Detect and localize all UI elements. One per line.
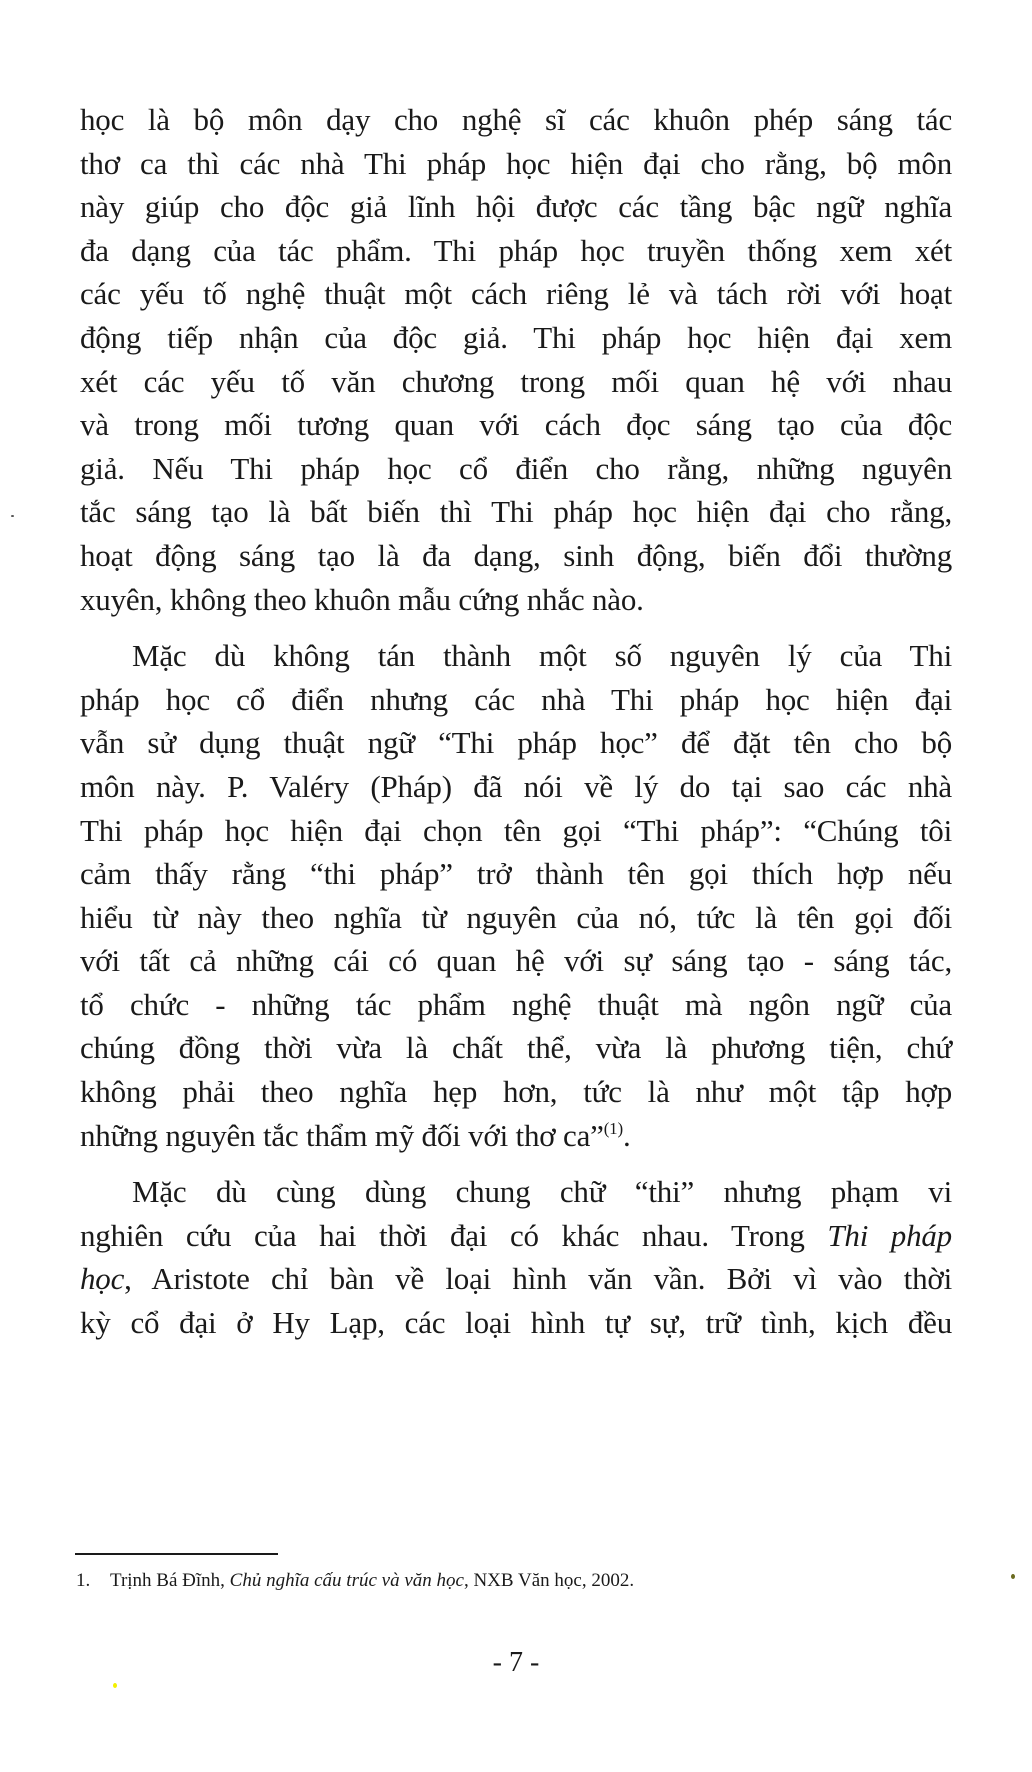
text-line: môn này. P. Valéry (Pháp) đã nói về lý do tại sao các nhà <box>80 768 952 804</box>
footnote-reference[interactable]: (1) <box>603 1118 623 1138</box>
footnote-number: 1. <box>76 1570 91 1591</box>
text-line: các yếu tố nghệ thuật một cách riêng lẻ và tách rời với hoạt <box>80 276 952 312</box>
text-line: học là bộ môn dạy cho nghệ sĩ các khuôn phép sáng tác <box>80 102 952 137</box>
scan-speck <box>1011 1574 1015 1579</box>
scan-speck <box>113 1683 117 1688</box>
text-line: giả. Nếu Thi pháp học cổ điển cho rằng, những nguyên <box>80 450 952 486</box>
text-line: vẫn sử dụng thuật ngữ “Thi pháp học” để đặt tên cho bộ <box>80 725 952 761</box>
text-line: xuyên, không theo khuôn mẫu cứng nhắc nào. <box>80 581 644 617</box>
italic-book-title: học <box>80 1261 125 1297</box>
text-line: không phải theo nghĩa hẹp hơn, tức là như một tập hợp <box>80 1074 952 1110</box>
text-line: hoạt động sáng tạo là đa dạng, sinh động, biến đổi thường <box>80 537 952 573</box>
paragraph-2 <box>80 634 952 1157</box>
text-line: kỳ cổ đại ở Hy Lạp, các loại hình tự sự, trữ tình, kịch đều <box>80 1305 952 1341</box>
text-fragment: nghiên cứu của hai thời đại có khác nhau. Trong <box>80 1217 828 1253</box>
text-line: động tiếp nhận của độc giả. Thi pháp học hiện đại xem <box>80 319 952 355</box>
footnote-author: Trịnh Bá Đĩnh, <box>110 1570 230 1591</box>
text-line: Mặc dù cùng dùng chung chữ “thi” nhưng phạm vi <box>132 1174 952 1210</box>
text-line: với tất cả những cái có quan hệ với sự sáng tạo - sáng tác, <box>80 943 952 979</box>
page-number: - 7 - <box>492 1647 540 1678</box>
text-line: Thi pháp học hiện đại chọn tên gọi “Thi pháp”: “Chúng tôi <box>80 812 952 848</box>
footnote-publisher: , NXB Văn học, 2002. <box>463 1570 635 1591</box>
text-line <box>80 1214 952 1258</box>
text-line: xét các yếu tố văn chương trong mối quan hệ với nhau <box>80 363 952 399</box>
footnote-title: Chủ nghĩa cấu trúc và văn học <box>229 1570 464 1591</box>
text-line: hiểu từ này theo nghĩa từ nguyên của nó, tức là tên gọi đối <box>80 899 952 935</box>
text-fragment: , Aristote chỉ bàn về loại hình văn vần. Bởi vì vào thời <box>124 1261 952 1297</box>
italic-book-title: Thi pháp <box>827 1217 952 1253</box>
text-line: pháp học cổ điển nhưng các nhà Thi pháp học hiện đại <box>80 681 952 717</box>
footnote <box>76 1568 634 1594</box>
paragraph-1 <box>80 98 952 621</box>
body-text <box>80 98 952 1345</box>
text-line: tắc sáng tạo là bất biến thì Thi pháp học hiện đại cho rằng, <box>80 494 952 530</box>
paragraph-3 <box>80 1170 952 1344</box>
text-line <box>80 1114 952 1158</box>
scan-speck <box>11 515 14 517</box>
text-fragment: . <box>622 1117 631 1153</box>
text-line: và trong mối tương quan với cách đọc sáng tạo của độc <box>80 407 952 443</box>
text-line: tổ chức - những tác phẩm nghệ thuật mà ngôn ngữ của <box>80 986 952 1022</box>
text-line: này giúp cho độc giả lĩnh hội được các tầng bậc ngữ nghĩa <box>80 189 952 225</box>
text-line: đa dạng của tác phẩm. Thi pháp học truyền thống xem xét <box>80 232 952 268</box>
text-line: chúng đồng thời vừa là chất thể, vừa là phương tiện, chứ <box>80 1030 952 1066</box>
text-line: cảm thấy rằng “thi pháp” trở thành tên gọi thích hợp nếu <box>80 856 952 892</box>
text-line: Mặc dù không tán thành một số nguyên lý của Thi <box>132 638 952 674</box>
footnote-divider <box>75 1553 278 1555</box>
text-fragment: những nguyên tắc thẩm mỹ đối với thơ ca” <box>80 1117 604 1153</box>
text-line <box>80 1257 952 1301</box>
text-line: thơ ca thì các nhà Thi pháp học hiện đại cho rằng, bộ môn <box>80 145 952 181</box>
